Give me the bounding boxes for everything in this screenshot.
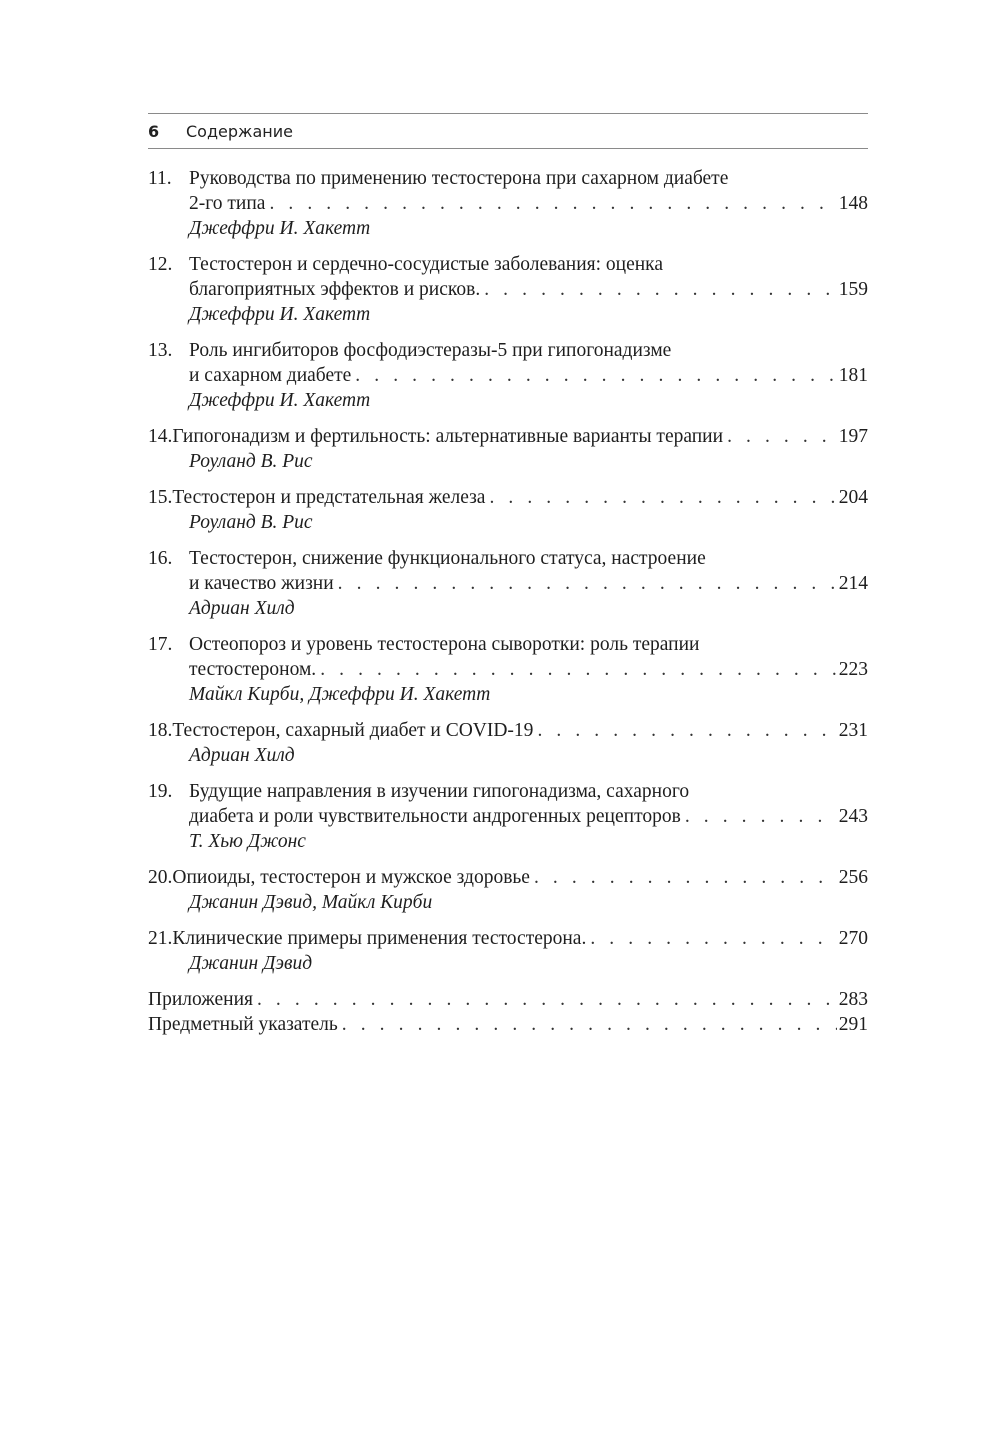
toc-entry-number: 15. [148, 487, 173, 508]
toc-entry-leader-line [148, 657, 868, 682]
page-number: 6 [148, 121, 160, 141]
toc-entry-leader-line [148, 865, 868, 890]
toc-entry-title: Гипогонадизм и фертильность: альтернативные варианты терапии [172, 426, 724, 447]
section-title: Содержание [186, 121, 293, 141]
toc-entry-leader-line [148, 926, 868, 951]
toc-entry-page: 197 [838, 426, 868, 447]
toc-entry-title-end: и качество жизни [189, 573, 334, 594]
toc-entry-title-end: благоприятных эффектов и рисков. [189, 279, 481, 300]
toc-entry-title-line [148, 632, 868, 657]
toc-entry-author: Майкл Кирби, Джеффри И. Хакетт [189, 684, 491, 705]
dot-leader [484, 277, 837, 302]
toc-entry-leader-line [148, 804, 868, 829]
toc-entry-title-end: и сахарном диабете [189, 365, 352, 386]
toc-entry-title-end: 2-го типа [189, 193, 266, 214]
toc-entry-page: 148 [838, 193, 868, 214]
toc-entry-author: Роуланд В. Рис [189, 512, 313, 533]
toc-entry-title-line [148, 546, 868, 571]
toc-entry-number: 16. [148, 548, 173, 569]
dot-leader [489, 485, 836, 510]
toc-entry-12 [148, 252, 868, 327]
toc-entry-author: Роуланд В. Рис [189, 451, 313, 472]
toc-entry-title-line [148, 166, 868, 191]
toc-entry-author: Джанин Дэвид, Майкл Кирби [189, 892, 433, 913]
toc-entry-11 [148, 166, 868, 241]
toc-entry-page: 223 [838, 659, 868, 680]
dot-leader [534, 865, 837, 890]
toc-entry-title: Опиоиды, тестостерон и мужское здоровье [172, 867, 530, 888]
toc-entry-page: 283 [838, 989, 868, 1010]
toc-entry-leader-line [148, 191, 868, 216]
toc-entry-author: Т. Хью Джонс [189, 831, 306, 852]
dot-leader [537, 718, 836, 743]
toc-entry-title: Руководства по применению тестостерона при сахарном диабете [189, 168, 729, 189]
toc-entry-leader-line [148, 363, 868, 388]
toc-entry-number: 21. [148, 928, 173, 949]
dot-leader [685, 804, 837, 829]
toc-entry-number: 20. [148, 867, 173, 888]
toc-entry-leader-line [148, 424, 868, 449]
header-rule-bottom [148, 148, 868, 149]
running-head [148, 119, 293, 143]
toc-entry-13 [148, 338, 868, 413]
back-matter [148, 987, 868, 1037]
toc-entry-page: 159 [838, 279, 868, 300]
toc-entry-author: Джанин Дэвид [189, 953, 313, 974]
table-of-contents [148, 166, 868, 1037]
dot-leader [338, 571, 837, 596]
toc-entry-title: Тестостерон и сердечно-сосудистые заболевания: оценка [189, 254, 664, 275]
toc-entry-number: 17. [148, 634, 173, 655]
toc-entry-title: Тестостерон, снижение функционального статуса, настроение [189, 548, 706, 569]
toc-entry-author: Джеффри И. Хакетт [189, 304, 371, 325]
toc-entry-page: 256 [838, 867, 868, 888]
toc-entry-16 [148, 546, 868, 621]
toc-entry-number: 19. [148, 781, 173, 802]
toc-entry-author: Джеффри И. Хакетт [189, 218, 371, 239]
dot-leader [320, 657, 837, 682]
toc-entry-title-end: тестостероном. [189, 659, 317, 680]
toc-entry-20 [148, 865, 868, 915]
toc-entry-19 [148, 779, 868, 854]
dot-leader [590, 926, 836, 951]
toc-entry-title: Тестостерон и предстательная железа [172, 487, 486, 508]
toc-entry-number: 13. [148, 340, 173, 361]
toc-entry-15 [148, 485, 868, 535]
toc-entry-title-line [148, 338, 868, 363]
toc-entry-17 [148, 632, 868, 707]
dot-leader [342, 1012, 837, 1037]
toc-entry-appendices [148, 987, 868, 1012]
toc-entry-title: Предметный указатель [148, 1014, 338, 1035]
dot-leader [269, 191, 836, 216]
toc-entry-number: 14. [148, 426, 173, 447]
toc-entry-page: 214 [838, 573, 868, 594]
toc-entry-title-line [148, 252, 868, 277]
toc-entry-page: 270 [838, 928, 868, 949]
toc-entry-page: 291 [838, 1014, 868, 1035]
toc-entry-page: 181 [838, 365, 868, 386]
toc-entry-title-line [148, 779, 868, 804]
toc-entry-leader-line [148, 718, 868, 743]
toc-entry-18 [148, 718, 868, 768]
toc-entry-title: Приложения [148, 989, 253, 1010]
toc-entry-leader-line [148, 571, 868, 596]
toc-entry-title: Тестостерон, сахарный диабет и COVID-19 [172, 720, 534, 741]
dot-leader [355, 363, 836, 388]
toc-entry-title: Остеопороз и уровень тестостерона сыворотки: роль терапии [189, 634, 700, 655]
toc-entry-page: 204 [838, 487, 868, 508]
toc-entry-title: Роль ингибиторов фосфодиэстеразы-5 при гипогонадизме [189, 340, 672, 361]
toc-entry-page: 231 [838, 720, 868, 741]
toc-entry-title-end: диабета и роли чувствительности андрогенных рецепторов [189, 806, 681, 827]
dot-leader [257, 987, 837, 1012]
toc-entry-title: Будущие направления в изучении гипогонадизма, сахарного [189, 781, 690, 802]
toc-entry-21 [148, 926, 868, 976]
toc-entry-page: 243 [838, 806, 868, 827]
toc-entry-author: Адриан Хилд [189, 745, 295, 766]
toc-entry-author: Джеффри И. Хакетт [189, 390, 371, 411]
toc-entry-index [148, 1012, 868, 1037]
toc-entry-number: 11. [148, 168, 172, 189]
toc-entry-number: 18. [148, 720, 173, 741]
toc-entry-leader-line [148, 277, 868, 302]
dot-leader [727, 424, 837, 449]
header-rule-top [148, 113, 868, 114]
toc-entry-title: Клинические примеры применения тестостерона. [172, 928, 587, 949]
toc-entry-14 [148, 424, 868, 474]
toc-entry-leader-line [148, 485, 868, 510]
toc-entry-number: 12. [148, 254, 173, 275]
toc-entry-author: Адриан Хилд [189, 598, 295, 619]
